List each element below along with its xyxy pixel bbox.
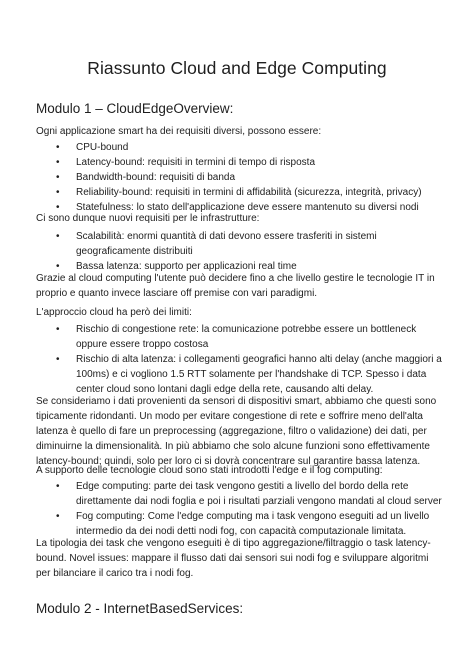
paragraph-limits-intro: L'approccio cloud ha però dei limiti: (36, 307, 192, 318)
paragraph-closing: La tipologia dei task che vengono eseguiti è di tipo aggregazione/filtraggio o task latency-bound. Novel issues: mappare il flusso dati dai sensori sui nodi fog e sviluppare algoritmi per bilanciare il carico tra i nodi fog. (36, 538, 431, 579)
section-heading-modulo-2: Modulo 2 - InternetBasedServices: (36, 601, 244, 616)
document-title: Riassunto Cloud and Edge Computing (87, 58, 387, 78)
list-item: • Bassa latenza: supporto per applicazioni real time (56, 259, 446, 274)
edge-fog-list (56, 479, 446, 539)
list-item: • Edge computing: parte dei task vengono gestiti a livello del bordo della rete direttamente dai nodi foglia e poi i risultati parziali vengono mandati al cloud server (56, 479, 446, 509)
paragraph-edge-fog-intro: A supporto delle tecnologie cloud sono stati introdotti l'edge e il fog computing: (36, 465, 383, 476)
section-heading-modulo-1: Modulo 1 – CloudEdgeOverview: (36, 101, 234, 116)
limits-list (56, 322, 446, 397)
list-item: • Rischio di alta latenza: i collegamenti geografici hanno alti delay (anche maggiori a 100ms) e ci vogliono 1.5 RTT solamente per l'handshake di TCP. Spesso i data center cloud sono lontani dagli edge della rete, causando alti delay. (56, 352, 446, 397)
list-item: • Rischio di congestione rete: la comunicazione potrebbe essere un bottleneck oppure essere troppo costosa (56, 322, 446, 352)
infra-list (56, 229, 446, 274)
paragraph-cloud-computing: Grazie al cloud computing l'utente può decidere fino a che livello gestire le tecnologie IT in proprio e quanto invece lasciare off premise con vari paradigmi. (36, 273, 435, 299)
paragraph-infra-intro: Ci sono dunque nuovi requisiti per le infrastrutture: (36, 213, 260, 224)
list-item: • Reliability-bound: requisiti in termini di affidabilità (sicurezza, integrità, privacy) (56, 185, 446, 200)
list-item: • Statefulness: lo stato dell'applicazione deve essere mantenuto su diversi nodi (56, 200, 446, 215)
list-item: • Bandwidth-bound: requisiti di banda (56, 170, 446, 185)
list-item: • CPU-bound (56, 140, 446, 155)
paragraph-requirements-intro: Ogni applicazione smart ha dei requisiti diversi, possono essere: (36, 126, 322, 137)
list-item: • Scalabilità: enormi quantità di dati devono essere trasferiti in sistemi geograficamente distribuiti (56, 229, 446, 259)
list-item: • Fog computing: Come l'edge computing ma i task vengono eseguiti ad un livello intermedio da dei nodi detti nodi fog, con capacità computazionale limitata. (56, 509, 446, 539)
requirements-list (56, 140, 446, 215)
list-item: • Latency-bound: requisiti in termini di tempo di risposta (56, 155, 446, 170)
paragraph-sensor-data: Se consideriamo i dati provenienti da sensori di dispositivi smart, abbiamo che questi sono tipicamente ridondanti. Un modo per evitare congestione di rete e soffrire meno dell'alta latenza è quello di fare un preprocessing (aggregazione, filtro o validazione) dei dati, per diminuirne la dimensionalità. In più abbiamo che solo alcune funzioni sono effettivamente latency-bound; quindi, solo per loro ci si dovrà concentrare sul garantire bassa latenza. (36, 396, 437, 467)
